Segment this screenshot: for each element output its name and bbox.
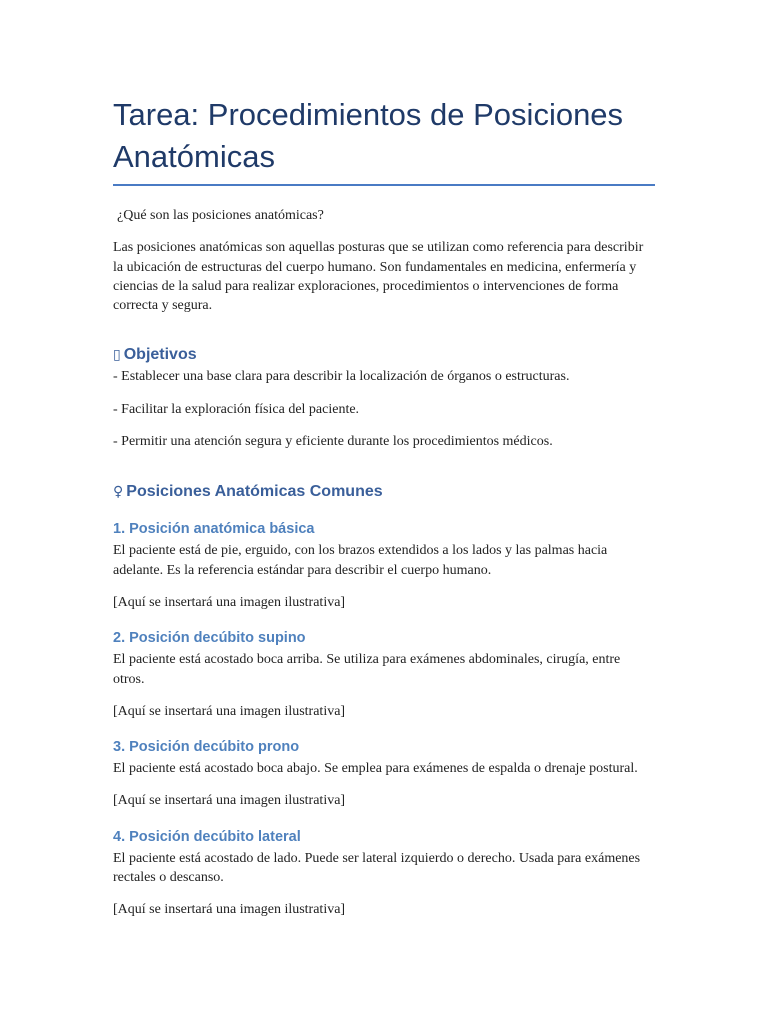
title-divider [113,184,655,186]
objectives-heading [113,344,655,366]
position-section [113,737,655,811]
objective-item: - Facilitar la exploración física del paciente. [113,401,360,417]
position-section [113,827,655,920]
intro-paragraph: Las posiciones anatómicas son aquellas posturas que se utilizan como referencia para describir la ubicación de estructuras del cuerpo humano. Son fundamentales en medicina, enfermería y ciencias de la salud para realizar exploraciones, procedimientos o intervenciones de forma correcta y segura. [113,240,644,314]
objectives-heading-label: Objetivos [123,346,197,364]
image-placeholder: [Aquí se insertará una imagen ilustrativa] [113,703,346,719]
female-symbol-icon: ♀ [113,484,124,501]
document-title: Tarea: Procedimientos de Posiciones Anatómicas [113,97,624,174]
objectives-list [113,367,655,451]
image-placeholder: [Aquí se insertará una imagen ilustrativa] [113,902,346,918]
position-description: El paciente está acostado de lado. Puede ser lateral izquierdo o derecho. Usada para exámenes rectales o descanso. [113,850,641,886]
missing-glyph-icon: ▯ [113,347,121,364]
positions-heading [113,481,655,503]
image-placeholder: [Aquí se insertará una imagen ilustrativa] [113,793,346,809]
position-description: El paciente está acostado boca abajo. Se emplea para exámenes de espalda o drenaje postural. [113,761,638,777]
position-section [113,628,655,721]
position-title: 2. Posición decúbito supino [113,630,306,647]
objective-item: - Establecer una base clara para describir la localización de órganos o estructuras. [113,369,570,385]
position-title: 3. Posición decúbito prono [113,739,300,756]
intro-question: ¿Qué son las posiciones anatómicas? [117,208,324,223]
position-description: El paciente está acostado boca arriba. Se utiliza para exámenes abdominales, cirugía, entre otros. [113,652,621,687]
objective-item: - Permitir una atención segura y eficiente durante los procedimientos médicos. [113,434,553,450]
position-title: 4. Posición decúbito lateral [113,828,301,845]
position-section [113,519,655,612]
position-title: 1. Posición anatómica básica [113,521,315,538]
image-placeholder: [Aquí se insertará una imagen ilustrativa] [113,594,346,610]
position-description: El paciente está de pie, erguido, con los brazos extendidos a los lados y las palmas hacia adelante. Es la referencia estándar para describir el cuerpo humano. [113,543,608,578]
positions-heading-label: Posiciones Anatómicas Comunes [126,483,383,501]
